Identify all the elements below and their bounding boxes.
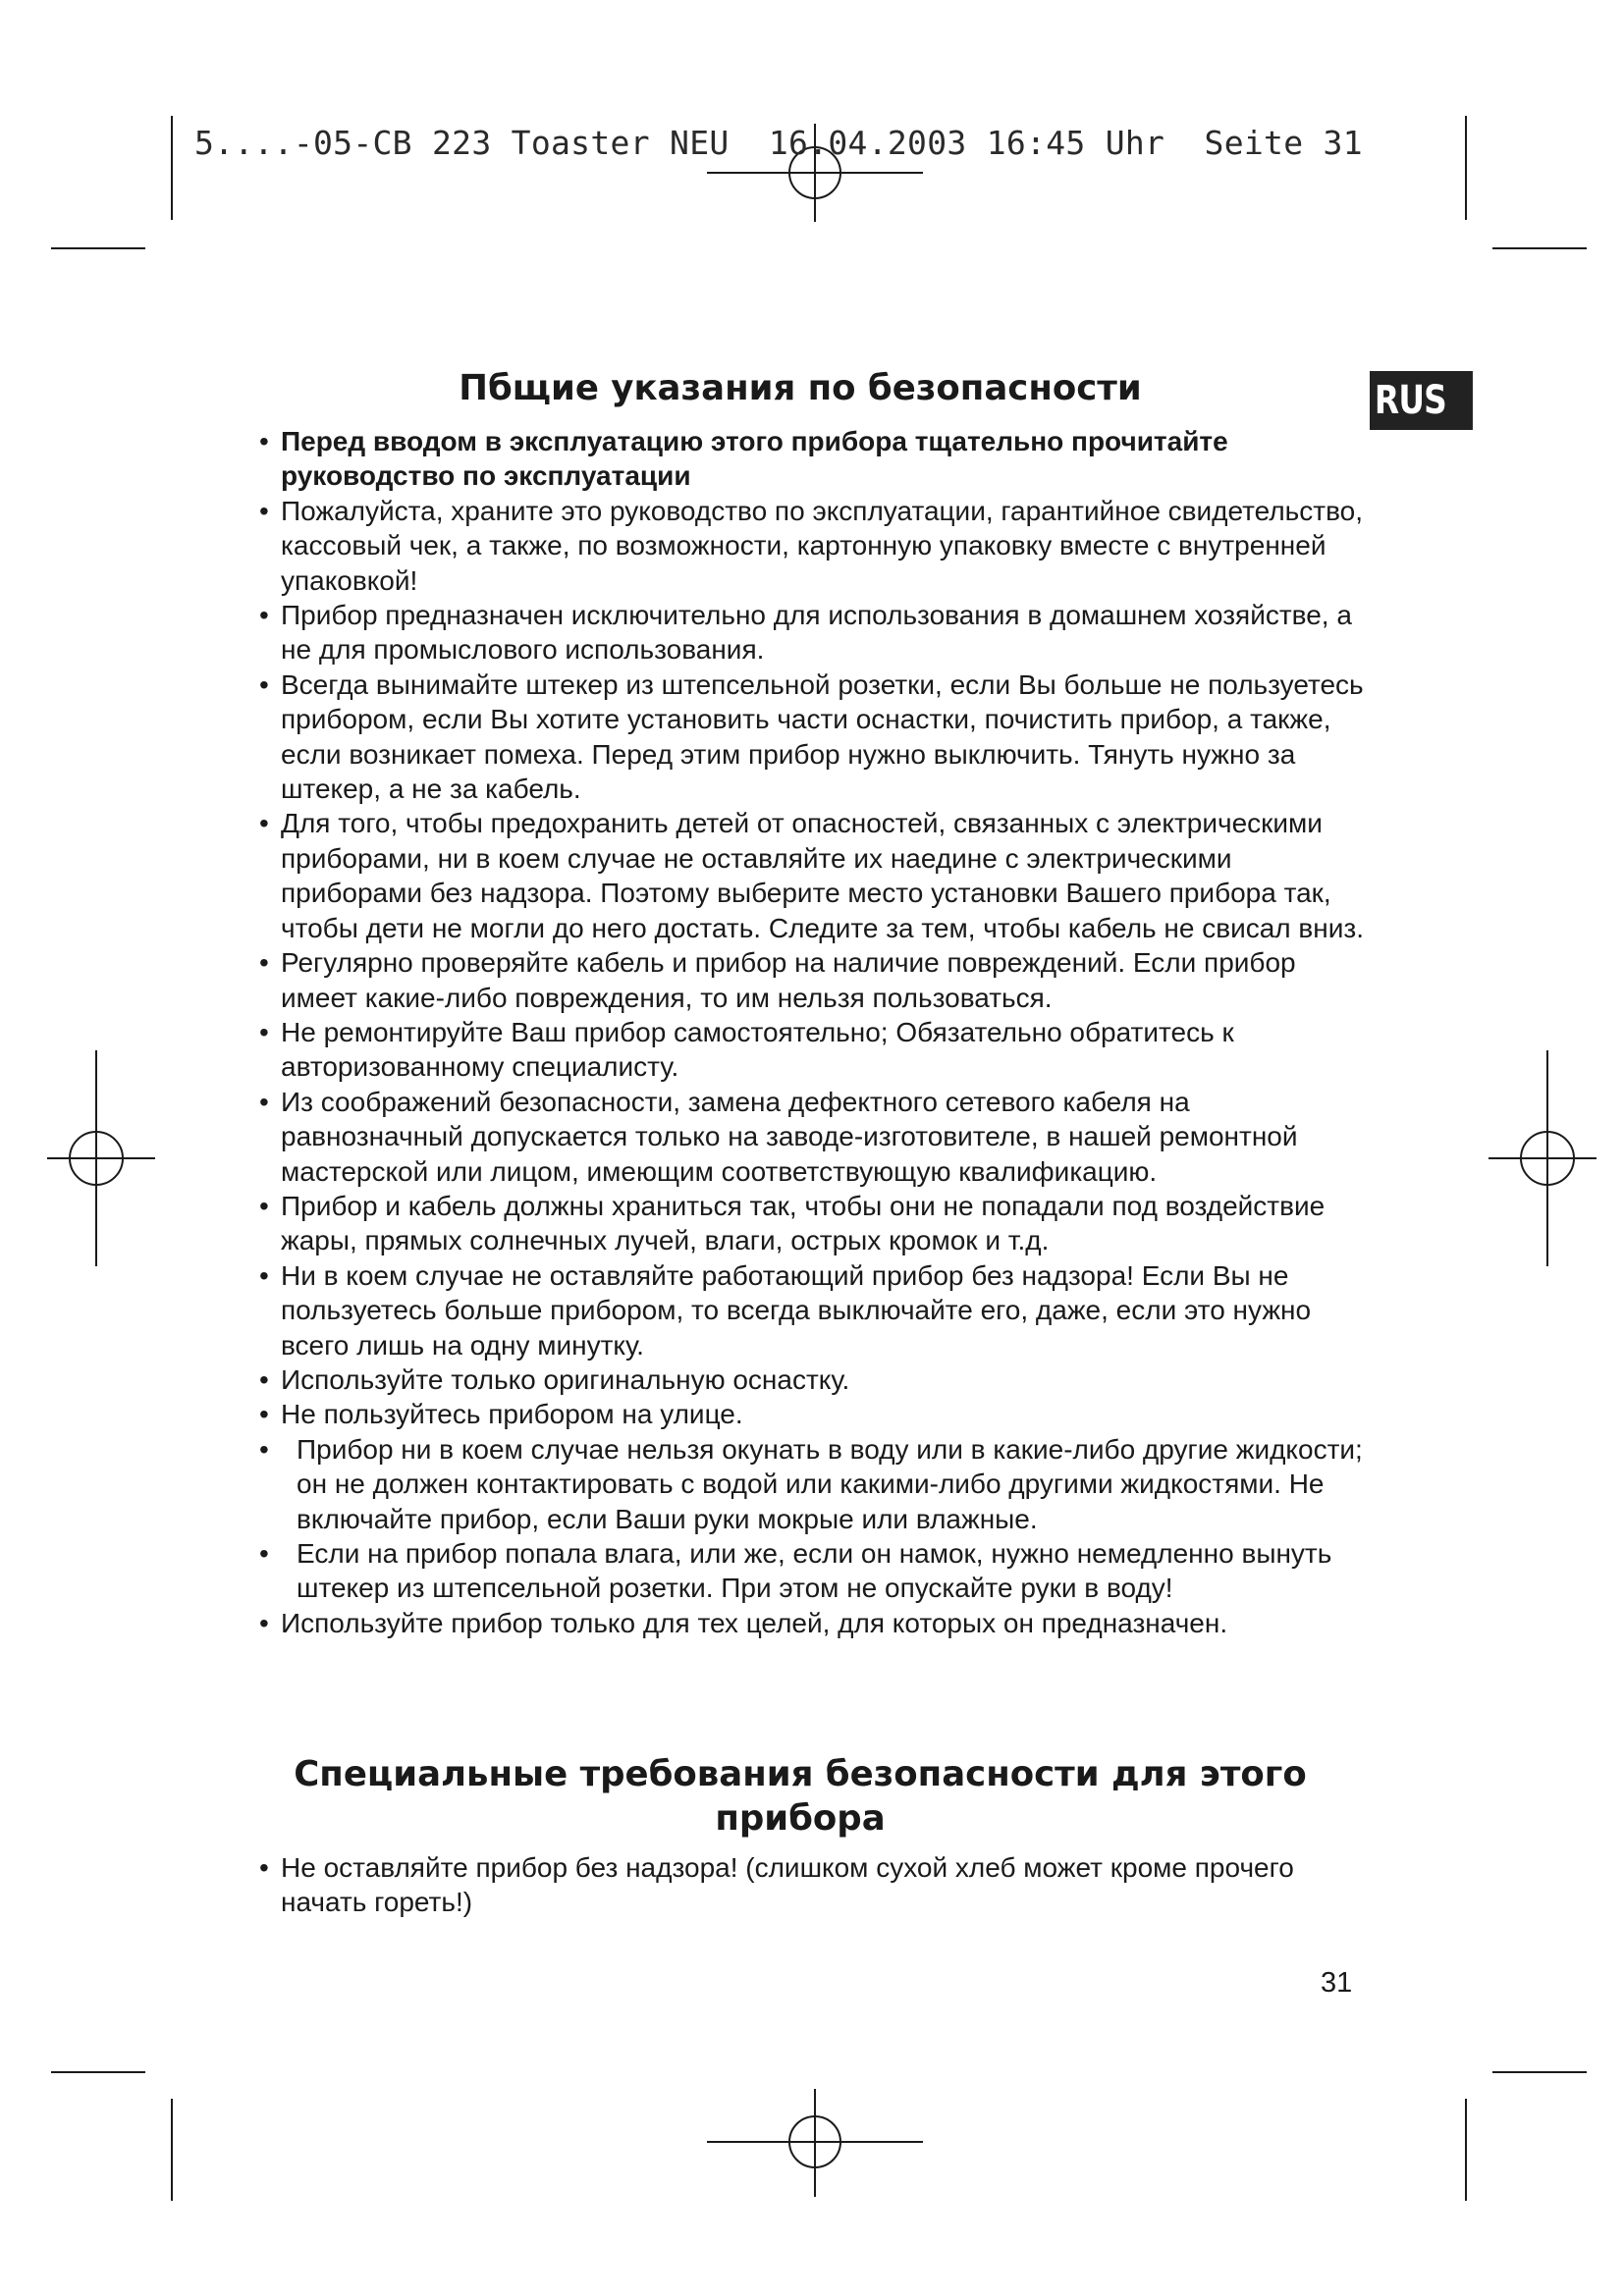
bullet-icon: • [259, 1190, 269, 1221]
bullet-icon: • [259, 947, 269, 979]
list-item [259, 598, 1369, 667]
list-item-text: Регулярно проверяйте кабель и прибор на наличие повреждений. Если прибор имеет какие-либо повреждения, то им нельзя пользоваться. [281, 947, 1296, 1013]
bullet-icon: • [259, 426, 269, 456]
crop-mark-top-right-horizontal [1492, 247, 1587, 249]
list-item [259, 1850, 1369, 1920]
language-badge: RUS [1370, 371, 1473, 430]
list-item-text: Перед вводом в эксплуатацию этого прибора тщательно прочитайте руководство по эксплуатации [281, 426, 1228, 492]
list-item [259, 494, 1369, 598]
list-item-text: Всегда вынимайте штекер из штепсельной розетки, если Вы больше не пользуетесь прибором, если Вы хотите установить части оснастки, почистить прибор, а также, если возникает помеха. Перед этим прибор нужно выключить. Тянуть нужно за штекер, а не за кабель. [281, 668, 1364, 805]
crop-mark-top-left-vertical [171, 116, 173, 220]
list-item-text: Не ремонтируйте Ваш прибор самостоятельно; Обязательно обратитесь к авторизованному специалисту. [281, 1016, 1234, 1083]
bullet-icon: • [259, 1363, 269, 1395]
special-safety-list [259, 1850, 1369, 1920]
registration-mark-left-icon [47, 1050, 155, 1266]
crop-mark-bottom-left-horizontal [51, 2071, 145, 2073]
list-item [259, 1536, 1369, 1606]
list-item-text: Прибор предназначен исключительно для использования в домашнем хозяйстве, а не для промыслового использования. [281, 600, 1352, 666]
crop-mark-bottom-right-vertical [1465, 2099, 1467, 2201]
list-item [259, 1258, 1369, 1362]
bullet-icon: • [259, 1538, 269, 1569]
list-item [259, 945, 1369, 1015]
bullet-icon: • [259, 1086, 269, 1117]
list-item [259, 1085, 1369, 1189]
list-item-text: Не пользуйтесь прибором на улице. [281, 1399, 743, 1430]
bullet-icon: • [259, 1259, 269, 1291]
list-item-text: Прибор ни в коем случае нельзя окунать в воду или в какие-либо другие жидкости; он не должен контактировать с водой или какими-либо другими жидкостями. Не включайте прибор, если Ваши руки мокрые или влажные. [297, 1433, 1363, 1534]
bullet-icon: • [259, 1016, 269, 1047]
list-item [259, 1362, 1369, 1397]
list-item [259, 424, 1369, 494]
list-item [259, 1015, 1369, 1085]
page-number: 31 [1321, 1967, 1353, 1999]
list-item-text: Из соображений безопасности, замена дефектного сетевого кабеля на равнозначный допускается только на заводе-изготовителе, в нашей ремонтной мастерской или лицом, имеющим соответствующую квалификацию. [281, 1086, 1298, 1187]
list-item-text: Используйте только оригинальную оснастку. [281, 1363, 850, 1395]
bullet-icon: • [259, 1433, 269, 1465]
list-item-text: Используйте прибор только для тех целей, для которых он предназначен. [281, 1607, 1228, 1638]
list-item-text: Для того, чтобы предохранить детей от опасностей, связанных с электрическими приборами, ни в коем случае не оставляйте их наедине с электрическими приборами без надзора. Поэтому выберите место установки Вашего прибора так, чтобы дети не могли до него достать. Следите за тем, чтобы кабель не свисал вниз. [281, 808, 1365, 943]
bullet-icon: • [259, 495, 269, 526]
list-item [259, 667, 1369, 807]
crop-mark-top-right-vertical [1465, 116, 1467, 220]
print-slug-header: 5....-05-CB 223 Toaster NEU 16.04.2003 16:45 Uhr Seite 31 [194, 124, 1363, 162]
list-item [259, 1606, 1369, 1640]
bullet-icon: • [259, 1399, 269, 1430]
list-item-text: Не оставляйте прибор без надзора! (слишком сухой хлеб может кроме прочего начать гореть!) [281, 1852, 1294, 1918]
list-item-text: Прибор и кабель должны храниться так, чтобы они не попадали под воздействие жары, прямых солнечных лучей, влаги, острых кромок и т.д. [281, 1190, 1326, 1256]
crop-mark-top-left-horizontal [51, 247, 145, 249]
list-item [259, 1397, 1369, 1431]
bullet-icon: • [259, 600, 269, 631]
list-item [259, 1432, 1369, 1536]
crop-mark-bottom-left-vertical [171, 2099, 173, 2201]
section-title-special-safety: Специальные требования безопасности для этого прибора [294, 1754, 1307, 1839]
bullet-icon: • [259, 808, 269, 839]
bullet-icon: • [259, 668, 269, 700]
general-safety-list [259, 424, 1369, 1640]
list-item [259, 1189, 1369, 1258]
list-item-text: Ни в коем случае не оставляйте работающий прибор без надзора! Если Вы не пользуетесь больше прибором, то всегда выключайте его, даже, если это нужно всего лишь на одну минутку. [281, 1259, 1312, 1361]
bullet-icon: • [259, 1607, 269, 1638]
bullet-icon: • [259, 1852, 269, 1883]
list-item-text: Если на прибор попала влага, или же, если он намок, нужно немедленно вынуть штекер из штепсельной розетки. При этом не опускайте руки в воду! [297, 1538, 1332, 1604]
list-item [259, 806, 1369, 945]
registration-mark-right-icon [1489, 1050, 1597, 1266]
section-title-general-safety: Пбщие указания по безопасности [459, 368, 1142, 408]
list-item-text: Пожалуйста, храните это руководство по эксплуатации, гарантийное свидетельство, кассовый чек, а также, по возможности, картонную упаковку вместе с внутренней упаковкой! [281, 495, 1363, 596]
registration-mark-bottom-icon [707, 2089, 923, 2197]
crop-mark-bottom-right-horizontal [1492, 2071, 1587, 2073]
